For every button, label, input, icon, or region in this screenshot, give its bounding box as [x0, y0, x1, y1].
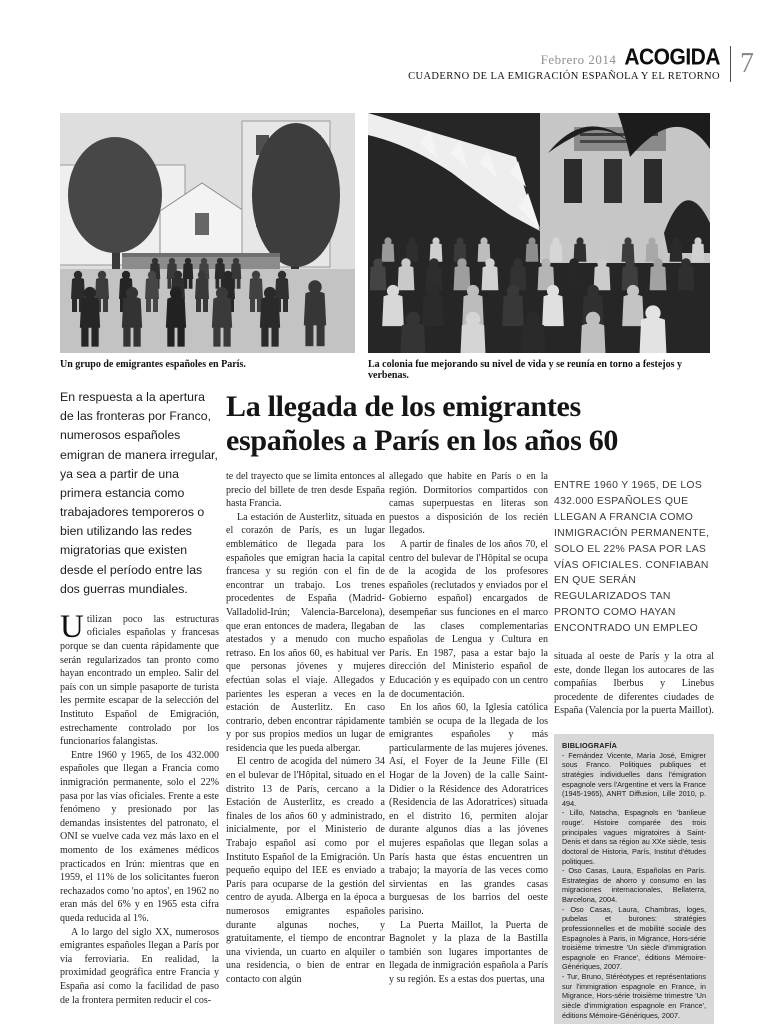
- column-3: [389, 470, 548, 987]
- body-paragraph: La Puerta Maillot, la Puerta de Bagnolet y la plaza de la Bastilla también son lugares importantes de llegada de inmigración española a París y su región. Es a estas dos puertas, una: [389, 919, 548, 985]
- pull-quote: ENTRE 1960 Y 1965, DE LOS 432.000 ESPAÑOLES QUE LLEGAN A FRANCIA COMO INMIGRACIÓN PERMANENTE, SOLO EL 22% PASA POR LAS VÍAS OFICIALES. CONFIABAN EN QUE SERÁN REGULARIZADOS TAN PRONTO COMO HAYAN ENCONTRADO UN EMPLEO: [554, 480, 710, 635]
- body-paragraph: situada al oeste de París y la otra al este, donde llegan los autocares de las compañías Iberbus y Linebus procedente de diferentes ciudades de España (Valencia por la puerta Maillot).: [554, 651, 714, 717]
- body-paragraph: [60, 608, 219, 749]
- column-1: [60, 388, 219, 1007]
- masthead: [408, 46, 754, 82]
- body-paragraph: Entre 1960 y 1965, de los 432.000 españoles que llegan a Francia como inmigración permanente, solo el 22% pasa por las vías oficiales. Frente a este fenómeno y presionado por las demandas insistentes del patronato, el ONI se vuelve cada vez más laxo en el momento de los exámenes médicos practicados en Irún: mientras que en 1959, el 11% de los solicitantes fueron rechazados como 'no aptos', en 1962 no eran más del 6% y en 1965 esta cifra queda reducida al 1%.: [60, 749, 219, 924]
- bibliography-entry: - Lillo, Natacha, Espagnols en 'banlieue rouge'. Histoire comparée des trois principales vagues migratoires à Saint-Denis et dans sa région au XXe siècle, tesis doctoral de Historia, París, Institut d'études politiques.: [562, 808, 706, 866]
- bibliography-box: [554, 734, 714, 1024]
- body-paragraph: La estación de Austerlitz, situada en el corazón de París, es un lugar emblemático de llegada para los españoles que emigran hacia la capital francesa y su región con el fin de encontrar un trabajo. Los trenes procedentes de España (Madrid-Valladolid-Irún; Valencia-Barcelona), que eran entonces de madera, llegaban atestados y a menudo con mucho retraso. En los años 60, es habitual ver que personas jóvenes y mujeres efectúan solas el viaje. Allegados y parientes les esperan a veces en la estación de Austerlitz. En caso contrario, deben encontrar rápidamente y por sus propios medios un lugar de residencia que les pueda albergar.: [226, 511, 385, 754]
- page-number: 7: [740, 48, 754, 79]
- body-paragraph: te del trayecto que se limita entonces al precio del billete de tren desde España hasta Francia.: [226, 471, 385, 510]
- issue-date: Febrero 2014: [540, 52, 617, 67]
- body-paragraph: El centro de acogida del número 34 en el bulevar de l'Hôpital, situado en el distrito 13 de París, cercano a la Estación de Austerlitz, es creado a finales de los años 60 y administrado, inicialmente, por el Ministerio de Trabajo español así como por el Instituto Español de la Emigración. Un pequeño equipo del IEE es enviado a París para ocuparse de la gestión del centro de ayuda. Alberga en la época a numerosos emigrantes españoles durante algunas noches, y gratuitamente, el tiempo de encontrar una vivienda, un cuarto en alquiler o una residencia, o bien de entrar en contacto con algún: [226, 756, 385, 985]
- column-2: [226, 470, 385, 987]
- photo-emigrants-group: [60, 113, 355, 353]
- bibliography-heading: BIBLIOGRAFÍA: [562, 741, 618, 751]
- bibliography-entry: - Oso Casas, Laura, Españolas en París. Estrategias de ahorro y consumo en las migraciones internacionales, Bellaterra, Barcelona, 2004.: [562, 866, 706, 905]
- photo-festival-crowd: [368, 113, 710, 353]
- body-paragraph: En los años 60, la Iglesia católica también se ocupa de la llegada de los emigrantes españoles y más particularmente de las mujeres jóvenes. Así, el Foyer de la Jeune Fille (El Hogar de la Joven) de la calle Saint-Didier o la Résidence des Adoratrices (Residencia de las Adoratrices) situada en el distrito 16, permiten alojar durante algunos días a las jóvenes mujeres españolas que llegan solas a París hasta que éstas encuentren un trabajo; la mayoría de las veces como sirvientas en las grandes casas burguesas de los barrios del oeste parisino.: [389, 702, 548, 917]
- left-photo-caption: Un grupo de emigrantes españoles en París.: [60, 359, 246, 370]
- bibliography-entry: - Tur, Bruno, Stéréotypes et représentations sur l'immigration espagnole en France, in Migrance, Hors-série troisième trimestre 'Un siècle d'immigration espagnole en France', éditions Mémoire-Génériques, 2007.: [562, 972, 706, 1020]
- body-text: tilizan poco las estructuras oficiales españolas y francesas porque se dan cuenta rápidamente que serán regularizados tan pronto como hayan encontrado un empleo. Salir del país con un simple pasaporte de turista les permite escapar de la selección del Instituto Español de Emigración, estrechamente controlado por los funcionarios falangistas.: [60, 613, 219, 748]
- masthead-subtitle: CUADERNO DE LA EMIGRACIÓN ESPAÑOLA Y EL RETORNO: [408, 71, 720, 82]
- bibliography-entry: - Oso Casas, Laura, Chambras, loges, pubelas et burones: stratégies professionnelles et de mobilité sociale des Espagnoles à Paris, in Migrance, Hors-série troisième trimestre 'Un siècle d'immigration espagnole en France', éditions Mémoire-Génériques, 2007.: [562, 904, 706, 972]
- drop-cap: U: [60, 608, 84, 645]
- magazine-title: ACOGIDA: [624, 45, 720, 70]
- column-4: [554, 478, 714, 1024]
- body-paragraph: A lo largo del siglo XX, numerosos emigrantes españoles llegan a París por vía ferroviaria. En realidad, la proximidad geográfica entre Francia y España así como la facilidad de paso de la frontera permiten reducir el cos-: [60, 926, 219, 1006]
- left-photo-illustration: [60, 113, 355, 353]
- article-headline: La llegada de los emigrantes españoles a París en los años 60: [226, 390, 619, 458]
- bibliography-entry: - Fernández Vicente, María José, Emigrer sous Franco. Politiques publiques et stratégies individuelles dans l'émigration espagnole vers l'Argentine et vers la France (1945-1965), ANRT Diffusion, Lille 2010, p. 494.: [562, 750, 706, 808]
- body-paragraph: allegado que habite en París o en la región. Dormitorios compartidos con camas superpuestas en literas son puestos a disposición de los recién llegados.: [389, 471, 548, 537]
- standfirst: En respuesta a la apertura de las fronteras por Franco, numerosos españoles emigran de manera irregular, ya sea a partir de una primera estancia como trabajadores temporeros o bien utilizando las redes migratorias que existen desde el período entre las dos guerras mundiales.: [60, 390, 218, 596]
- right-photo-caption: La colonia fue mejorando su nivel de vida y se reunía en torno a festejos y verbenas.: [368, 359, 682, 381]
- right-photo-illustration: [368, 113, 710, 353]
- body-paragraph: A partir de finales de los años 70, el centro del bulevar de l'Hôpital se ocupa de la acogida de los profesores españoles (reclutados y enviados por el Gobierno español) encargados de desempeñar sus funciones en el marco de las clases complementarias españolas de Lengua y Cultura en París. En 1987, pasa a estar bajo la dirección del Ministerio español de Educación y es equipado con un centro de documentación.: [389, 538, 548, 700]
- masthead-divider: [730, 46, 731, 82]
- masthead-text: [408, 46, 720, 82]
